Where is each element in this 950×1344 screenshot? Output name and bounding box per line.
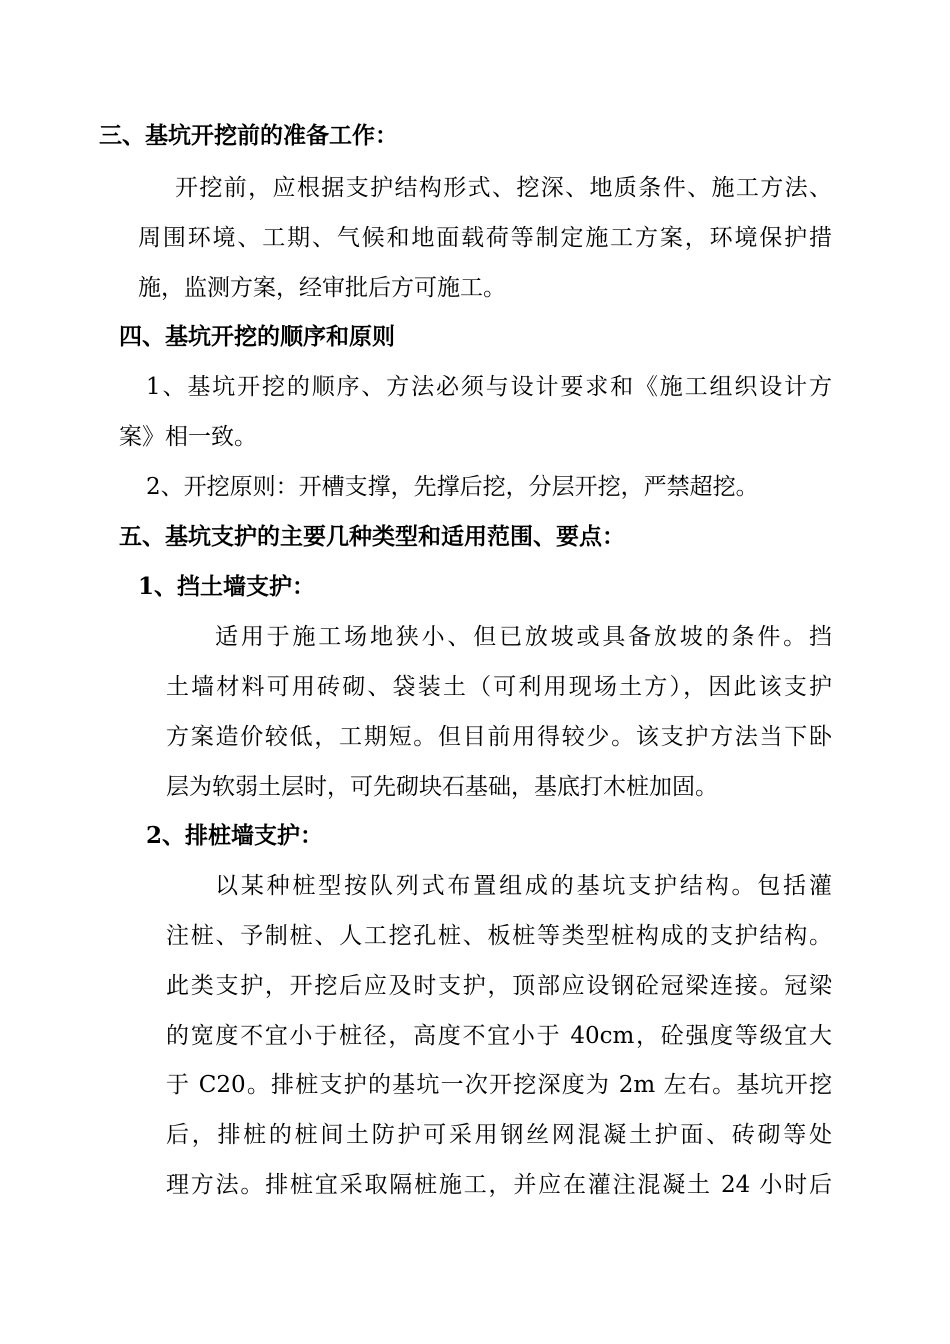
subsection-2-para-line-1: 以某种桩型按队列式布置组成的基坑支护结构。包括灌 <box>215 873 832 899</box>
section-3-title: 三、基坑开挖前的准备工作： <box>99 122 398 149</box>
subsection-2-para-line-7: 理方法。排桩宜采取隔桩施工，并应在灌注混凝土 24 小时后 <box>166 1172 832 1198</box>
section-4-item-2: 2、开挖原则：开槽支撑，先撑后挖，分层开挖，严禁超挖。 <box>146 474 759 500</box>
subsection-1-para-line-2: 土墙材料可用砖砌、袋装土（可利用现场土方），因此该支护 <box>166 674 832 700</box>
section-5-title: 五、基坑支护的主要几种类型和适用范围、要点： <box>119 523 625 550</box>
subsection-1-para-line-3: 方案造价较低，工期短。但目前用得较少。该支护方法当下卧 <box>166 724 832 750</box>
subsection-2-para-line-3: 此类支护，开挖后应及时支护，顶部应设钢砼冠梁连接。冠梁 <box>166 973 832 999</box>
section-4-title: 四、基坑开挖的顺序和原则 <box>119 323 395 350</box>
section-3-para-line-1: 开挖前，应根据支护结构形式、挖深、地质条件、施工方法、 <box>175 175 832 201</box>
subsection-2-para-line-6: 后，排桩的桩间土防护可采用钢丝网混凝土护面、砖砌等处 <box>166 1122 832 1148</box>
subsection-2-title: 2、排桩墙支护： <box>146 822 324 849</box>
subsection-2-para-line-4: 的宽度不宜小于桩径，高度不宜小于 40cm，砼强度等级宜大 <box>166 1023 832 1049</box>
subsection-2-para-line-5: 于 C20。排桩支护的基坑一次开挖深度为 2m 左右。基坑开挖 <box>166 1072 832 1098</box>
section-3-para-line-3: 施，监测方案，经审批后方可施工。 <box>138 275 506 301</box>
section-3-para-line-2: 周围环境、工期、气候和地面载荷等制定施工方案，环境保护措 <box>138 225 832 251</box>
section-4-item-1-line-2: 案》相一致。 <box>119 424 257 450</box>
subsection-2-para-line-2: 注桩、予制桩、人工挖孔桩、板桩等类型桩构成的支护结构。 <box>166 923 832 949</box>
subsection-1-para-line-1: 适用于施工场地狭小、但已放坡或具备放坡的条件。挡 <box>215 624 832 650</box>
subsection-1-title: 1、挡土墙支护： <box>138 573 316 600</box>
section-4-item-1-line-1: 1、基坑开挖的顺序、方法必须与设计要求和《施工组织设计方 <box>146 374 832 400</box>
subsection-1-para-line-4: 层为软弱土层时，可先砌块石基础，基底打木桩加固。 <box>166 774 718 800</box>
